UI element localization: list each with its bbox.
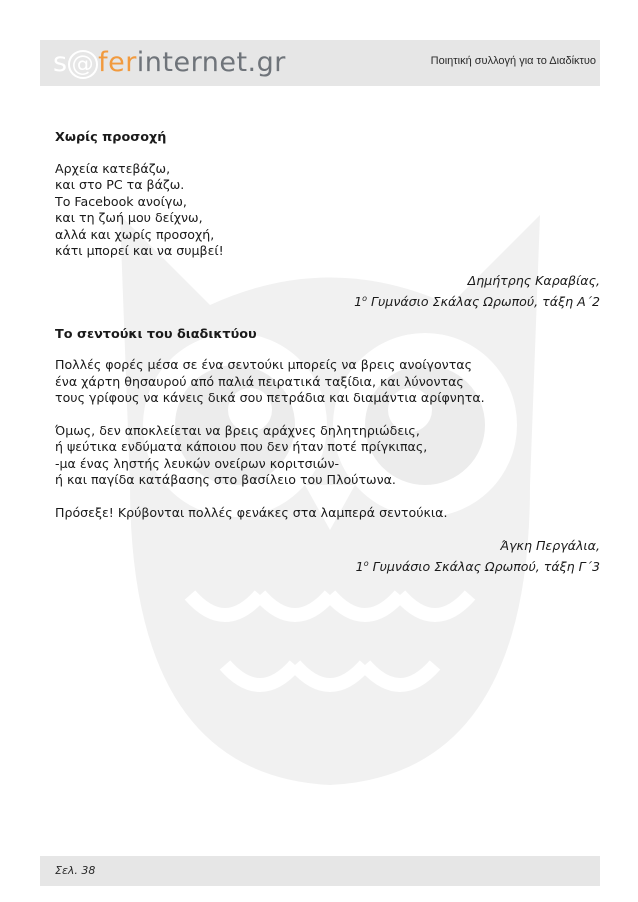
poem-line: -μα ένας ληστής λευκών ονείρων κοριτσιών- (55, 455, 340, 471)
poem-line: τους γρίφους να κάνεις δικά σου πετράδια και διαμάντια αρίφνητα. (55, 390, 485, 406)
footer-bar (40, 856, 600, 886)
poem-line: Πολλές φορές μέσα σε ένα σεντούκι μπορείς να βρεις ανοίγοντας (55, 357, 472, 373)
author-name: Δημήτρης Καραβίας, (467, 272, 600, 288)
author-signature (55, 272, 600, 311)
poem-line: Όμως, δεν αποκλείεται να βρεις αράχνες δηλητηριώδεις, (55, 422, 420, 438)
poem-line: και στο PC τα βάζω. (55, 177, 185, 192)
header-subtitle: Ποιητική συλλογή για το Διαδίκτυο (430, 55, 596, 67)
page-content (55, 130, 600, 576)
at-logo-icon: @ (68, 50, 99, 79)
poem-stanza (55, 357, 600, 407)
poem-title: Το σεντούκι του διαδικτύου (55, 326, 257, 342)
poem-line: και τη ζωή μου δείχνω, (55, 210, 203, 225)
poem-title: Χωρίς προσοχή (55, 130, 167, 145)
poem-stanza (55, 423, 600, 489)
poem-stanza (55, 161, 600, 260)
saferinternet-logo[interactable]: s @ ferinternet.gr (53, 47, 286, 78)
poem-line: κάτι μπορεί και να συμβεί! (55, 243, 224, 258)
poem-line: ένα χάρτη θησαυρού από παλιά πειρατικά ταξίδια, και λύνοντας (55, 373, 464, 389)
poem-line: Αρχεία κατεβάζω, (55, 160, 171, 176)
poem-line: ή ψεύτικα ενδύματα κάποιου που δεν ήταν ποτέ πρίγκιπας, (55, 439, 428, 455)
author-signature (55, 537, 600, 576)
poem-stanza (55, 505, 600, 522)
poem-line: αλλά και χωρίς προσοχή, (55, 226, 215, 242)
author-name: Άγκη Περγάλια, (500, 538, 600, 554)
poem-line: Πρόσεξε! Κρύβονται πολλές φενάκες στα λαμπερά σεντούκια. (55, 504, 448, 520)
poem-line: Το Facebook ανοίγω, (55, 193, 187, 209)
page-number: Σελ. 38 (55, 864, 96, 877)
poem-line: ή και παγίδα κατάβασης στο βασίλειο του Πλούτωνα. (55, 472, 396, 488)
author-school: $1^o$ Γυμνάσιο Σκάλας Ωρωπού, τάξη Γ΄3 (355, 559, 600, 575)
author-school: $1^o$ Γυμνάσιο Σκάλας Ωρωπού, τάξη Α΄2 (354, 293, 600, 309)
